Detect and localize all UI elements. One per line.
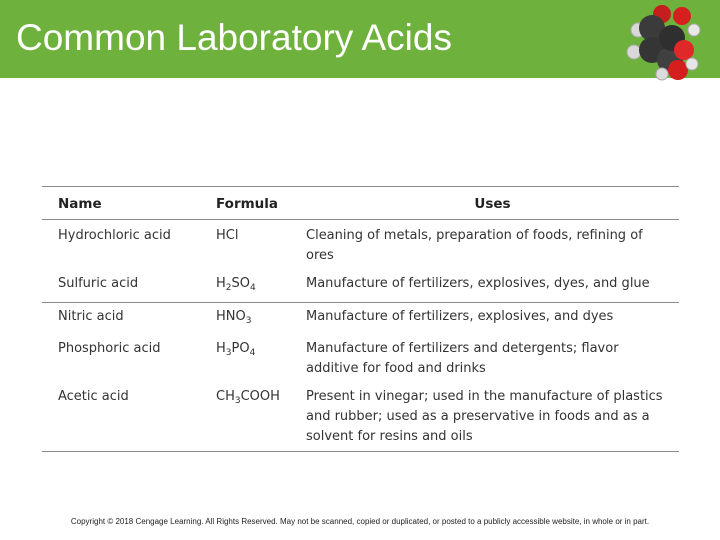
formula-text: CH xyxy=(216,389,235,404)
acid-uses: Cleaning of metals, preparation of foods, refining of ores xyxy=(306,228,643,263)
slide-header xyxy=(0,0,720,78)
table-row xyxy=(42,266,679,303)
acids-table xyxy=(42,186,679,452)
formula-text: PO xyxy=(231,341,250,356)
acid-formula xyxy=(216,266,306,303)
formula-subscript: 3 xyxy=(245,316,252,326)
acid-name: Nitric acid xyxy=(58,309,124,324)
acid-name: Acetic acid xyxy=(58,389,129,404)
column-header-uses: Uses xyxy=(474,196,511,212)
acids-table-container xyxy=(42,186,679,452)
table-row xyxy=(42,303,679,332)
formula-subscript: 4 xyxy=(250,283,256,293)
acid-uses: Present in vinegar; used in the manufacture of plastics and rubber; used as a preservative in foods and as a solvent for resins and oils xyxy=(306,389,663,444)
formula-text: COOH xyxy=(240,389,280,404)
formula-text: SO xyxy=(231,276,250,291)
table-row xyxy=(42,379,679,452)
table-header-row xyxy=(42,187,679,220)
table-row xyxy=(42,331,679,379)
formula-subscript: 3 xyxy=(225,348,232,358)
acid-name: Hydrochloric acid xyxy=(58,228,171,243)
acid-uses: Manufacture of fertilizers, explosives, and dyes xyxy=(306,309,614,324)
acid-uses: Manufacture of fertilizers, explosives, dyes, and glue xyxy=(306,276,650,291)
copyright-footer: Copyright © 2018 Cengage Learning. All Rights Reserved. May not be scanned, copied or duplicated, or posted to a publicly accessible website, in whole or in part. xyxy=(70,517,650,526)
formula-subscript: 4 xyxy=(249,348,256,358)
formula-subscript: 2 xyxy=(225,283,232,293)
formula-text: HNO xyxy=(216,309,246,324)
formula-subscript: 3 xyxy=(234,396,241,406)
column-header-name: Name xyxy=(58,196,102,212)
formula-text: HCl xyxy=(216,228,239,243)
acid-formula xyxy=(216,331,306,379)
formula-text: H xyxy=(216,276,226,291)
molecule-model-icon xyxy=(622,0,720,84)
slide-title: Common Laboratory Acids xyxy=(16,17,452,58)
acid-formula xyxy=(216,303,306,332)
acid-name: Sulfuric acid xyxy=(58,276,139,291)
column-header-formula: Formula xyxy=(216,196,279,212)
acid-formula xyxy=(216,379,306,452)
acid-formula xyxy=(216,220,306,267)
table-row xyxy=(42,220,679,267)
formula-text: H xyxy=(216,341,226,356)
acid-name: Phosphoric acid xyxy=(58,341,161,356)
acid-uses: Manufacture of fertilizers and detergents; flavor additive for food and drinks xyxy=(306,341,619,376)
